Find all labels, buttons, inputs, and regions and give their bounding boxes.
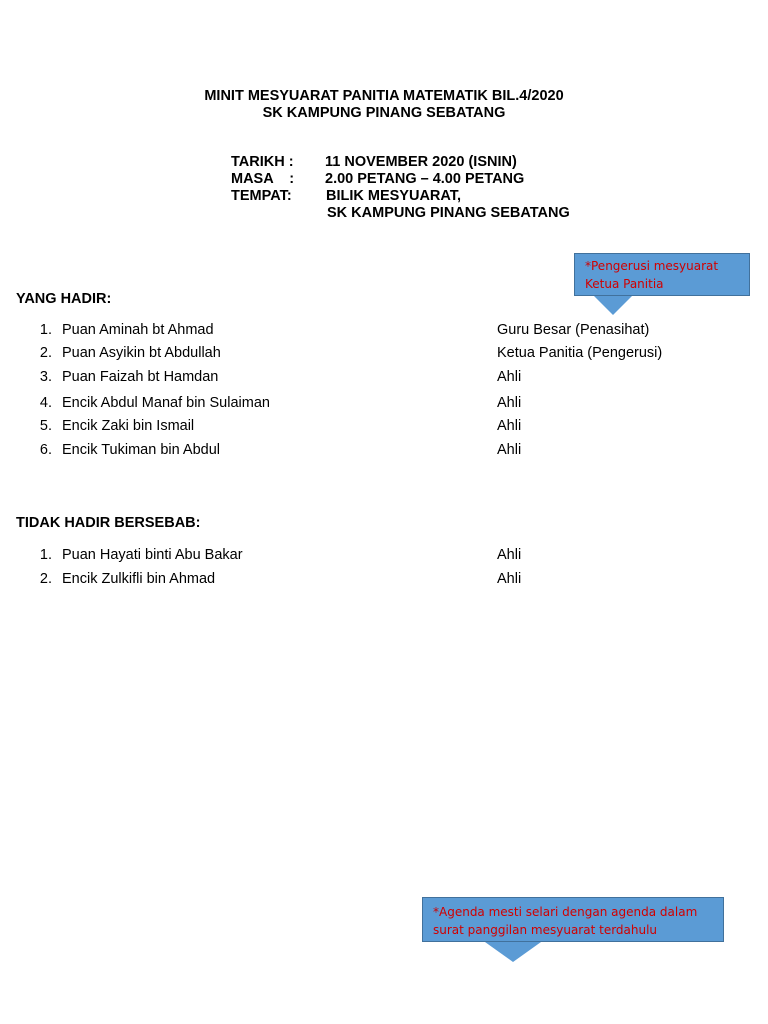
place-value-line2: SK KAMPUNG PINANG SEBATANG — [327, 205, 570, 221]
place-label: TEMPAT: — [231, 188, 292, 204]
attendee-role: Ahli — [497, 442, 522, 458]
attendee-name: Encik Tukiman bin Abdul — [62, 442, 220, 458]
time-label: MASA : — [231, 171, 295, 187]
attendee-row — [0, 440, 768, 460]
attendee-role: Ahli — [497, 418, 522, 434]
document-title: MINIT MESYUARAT PANITIA MATEMATIK BIL.4/2020 — [204, 88, 564, 104]
row-number: 1. — [39, 547, 52, 563]
attendee-row — [0, 416, 768, 436]
chair-callout-line1: *Pengerusi mesyuarat — [585, 259, 719, 273]
absentees-heading: TIDAK HADIR BERSEBAB: — [16, 515, 201, 531]
time-value: 2.00 PETANG – 4.00 PETANG — [325, 171, 525, 187]
attendee-role: Guru Besar (Penasihat) — [497, 322, 650, 338]
row-number: 4. — [39, 395, 52, 411]
attendees-heading: YANG HADIR: — [16, 291, 112, 307]
attendee-name: Encik Zaki bin Ismail — [62, 418, 195, 434]
school-name: SK KAMPUNG PINANG SEBATANG — [262, 105, 506, 121]
absentee-role: Ahli — [497, 571, 522, 587]
date-value: 11 NOVEMBER 2020 (ISNIN) — [325, 154, 517, 170]
attendee-role: Ketua Panitia (Pengerusi) — [497, 345, 663, 361]
row-number: 2. — [39, 571, 52, 587]
agenda-callout-pointer — [485, 942, 541, 962]
row-number: 1. — [39, 322, 52, 338]
attendee-role: Ahli — [497, 369, 522, 385]
absentee-row — [0, 545, 768, 565]
row-number: 5. — [39, 418, 52, 434]
attendee-row — [0, 343, 768, 363]
absentee-role: Ahli — [497, 547, 522, 563]
agenda-callout-line2: surat panggilan mesyuarat terdahulu — [433, 923, 658, 937]
absentee-name: Puan Hayati binti Abu Bakar — [62, 547, 243, 563]
attendee-row — [0, 367, 768, 387]
attendee-role: Ahli — [497, 395, 522, 411]
absentee-row — [0, 569, 768, 589]
agenda-callout-line1: *Agenda mesti selari dengan agenda dalam — [433, 905, 698, 919]
date-label: TARIKH : — [231, 154, 294, 170]
row-number: 2. — [39, 345, 52, 361]
row-number: 3. — [39, 369, 52, 385]
chair-callout-line2: Ketua Panitia — [585, 277, 664, 291]
attendee-row — [0, 320, 768, 340]
row-number: 6. — [39, 442, 52, 458]
chair-callout-pointer — [594, 296, 632, 315]
attendee-name: Puan Asyikin bt Abdullah — [62, 345, 221, 361]
attendee-name: Puan Aminah bt Ahmad — [62, 322, 214, 338]
attendee-name: Puan Faizah bt Hamdan — [62, 369, 219, 385]
attendee-row — [0, 393, 768, 413]
place-value-line1: BILIK MESYUARAT, — [326, 188, 462, 204]
absentee-name: Encik Zulkifli bin Ahmad — [62, 571, 216, 587]
attendee-name: Encik Abdul Manaf bin Sulaiman — [62, 395, 270, 411]
